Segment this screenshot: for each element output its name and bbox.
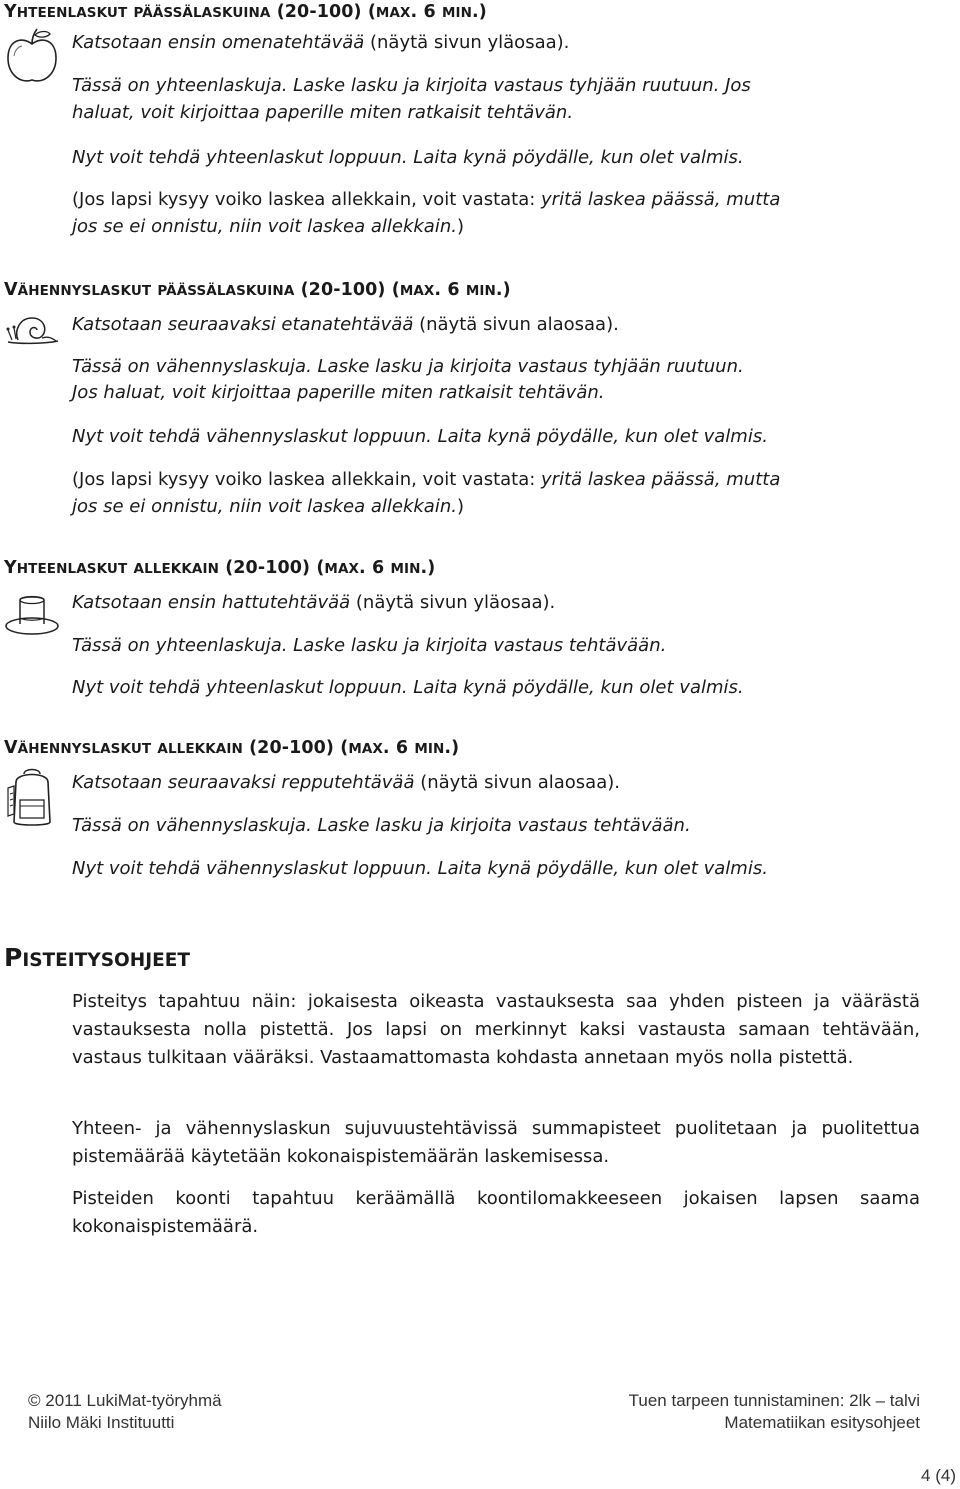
section-heading: YHTEENLASKUT ALLEKKAIN (20-100) (MAX. 6 MIN.)	[4, 558, 436, 578]
instruction-line: Nyt voit tehdä yhteenlaskut loppuun. Laita kynä pöydälle, kun olet valmis.	[72, 677, 744, 698]
instruction-line: Katsotaan seuraavaksi repputehtävää (näytä sivun alaosaa).	[72, 772, 620, 793]
footer-doc-title: Tuen tarpeen tunnistaminen: 2lk – talvi	[628, 1391, 920, 1410]
hat-icon	[4, 588, 60, 638]
apple-icon	[4, 26, 60, 86]
footer-institute: Niilo Mäki Instituutti	[28, 1413, 175, 1432]
instruction-line: Tässä on yhteenlaskuja. Laske lasku ja kirjoita vastaus tehtävään.	[72, 635, 667, 656]
page-number: 4 (4)	[921, 1466, 956, 1485]
instruction-line: Katsotaan ensin hattutehtävää (näytä sivun yläosaa).	[72, 592, 556, 613]
scoring-paragraph: Yhteen- ja vähennyslaskun sujuvuustehtävissä summapisteet puolitetaan ja puolitettua pistemäärää käytetään kokonaispistemäärän laskemisessa.	[72, 1118, 920, 1167]
backpack-icon	[4, 766, 60, 830]
section-heading: YHTEENLASKUT PÄÄSSÄLASKUINA (20-100) (MAX. 6 MIN.)	[4, 2, 487, 22]
instruction-line: Nyt voit tehdä vähennyslaskut loppuun. Laita kynä pöydälle, kun olet valmis.	[72, 426, 768, 447]
instruction-line: Katsotaan ensin omenatehtävää (näytä sivun yläosaa).	[72, 32, 570, 53]
scoring-title: PISTEITYSOHJEET	[4, 943, 191, 972]
note-line: jos se ei onnistu, niin voit laskea allekkain.)	[72, 216, 464, 237]
instruction-line: Tässä on vähennyslaskuja. Laske lasku ja kirjoita vastaus tehtävään.	[72, 815, 691, 836]
instruction-line: Jos haluat, voit kirjoittaa paperille miten ratkaisit tehtävän.	[72, 382, 605, 403]
note-line: (Jos lapsi kysyy voiko laskea allekkain, voit vastata: yritä laskea päässä, mutta	[72, 469, 781, 490]
section-heading: VÄHENNYSLASKUT ALLEKKAIN (20-100) (MAX. 6 MIN.)	[4, 738, 460, 758]
section-yhteenlaskut-allekkain	[4, 556, 934, 716]
note-line: jos se ei onnistu, niin voit laskea allekkain.)	[72, 496, 464, 517]
snail-icon	[4, 308, 60, 348]
section-vahennyslaskut-paassa	[4, 278, 934, 528]
section-yhteenlaskut-paassa	[4, 0, 934, 250]
note-line: (Jos lapsi kysyy voiko laskea allekkain, voit vastata: yritä laskea päässä, mutta	[72, 189, 781, 210]
instruction-line: Tässä on vähennyslaskuja. Laske lasku ja kirjoita vastaus tyhjään ruutuun.	[72, 356, 744, 377]
section-heading: VÄHENNYSLASKUT PÄÄSSÄLASKUINA (20-100) (MAX. 6 MIN.)	[4, 280, 511, 300]
instruction-line: Katsotaan seuraavaksi etanatehtävää (näytä sivun alaosaa).	[72, 314, 619, 335]
instruction-line: Nyt voit tehdä yhteenlaskut loppuun. Laita kynä pöydälle, kun olet valmis.	[72, 147, 744, 168]
scoring-paragraph: Pisteiden koonti tapahtuu keräämällä koontilomakkeeseen jokaisen lapsen saama kokonaispistemäärä.	[72, 1188, 920, 1237]
section-vahennyslaskut-allekkain	[4, 736, 934, 896]
footer-copyright: © 2011 LukiMat-työryhmä	[28, 1391, 222, 1410]
instruction-line: Nyt voit tehdä vähennyslaskut loppuun. Laita kynä pöydälle, kun olet valmis.	[72, 858, 768, 879]
footer-doc-subtitle: Matematiikan esitysohjeet	[724, 1413, 920, 1432]
scoring-paragraph: Pisteitys tapahtuu näin: jokaisesta oikeasta vastauksesta saa yhden pisteen ja väärästä vastauksesta nolla pistettä. Jos lapsi on merkinnyt kaksi vastausta samaan tehtävään, vastaus tulkitaan vääräksi. Vastaamattomasta kohdasta annetaan myös nolla pistettä.	[72, 991, 920, 1068]
instruction-line: Tässä on yhteenlaskuja. Laske lasku ja kirjoita vastaus tyhjään ruutuun. Jos	[72, 75, 751, 96]
instruction-line: haluat, voit kirjoittaa paperille miten ratkaisit tehtävän.	[72, 102, 574, 123]
